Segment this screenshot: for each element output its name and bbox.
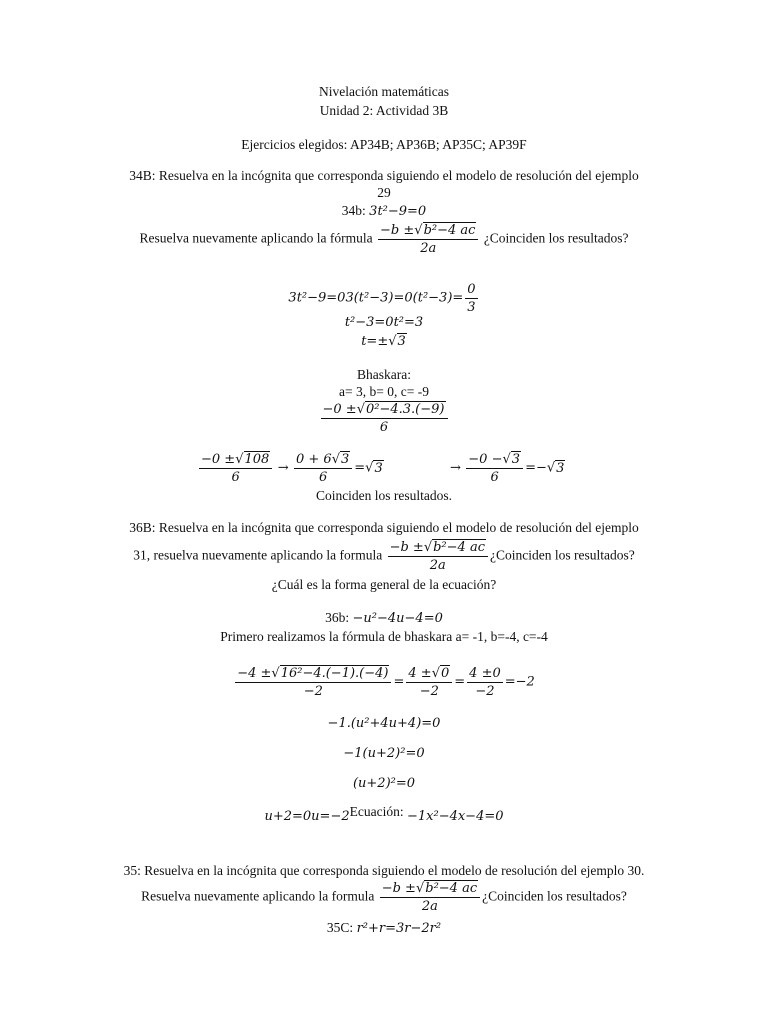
ex36-step3: (u+2)²=0 xyxy=(352,776,416,791)
general-form-equation: −1x²−4x−4=0 xyxy=(406,809,504,824)
ex34-example-number: 29 xyxy=(377,185,391,200)
quadratic-formula: $\frac{\text{−b ±√b²−4 ac}}{2a}$ xyxy=(378,222,478,257)
ex34-instruction-pre: Resuelva nuevamente aplicando la fórmula xyxy=(139,230,373,246)
quadratic-formula: $\frac{\text{−b ±√b²−4 ac}}{2a}$ xyxy=(380,880,480,915)
ex36-instruction-line: 31, resuelva nuevamente aplicando la formula $\frac{\text{−b ±√b²−4 ac}}{2a}$ ¿Coinciden los resultados? xyxy=(133,540,635,573)
bhaskara-formula: $\frac{\text{−0 ±√0²−4.3.(−9)}}{6}$ xyxy=(0,401,768,436)
unit-title: Unidad 2: Actividad 3B xyxy=(319,103,449,118)
ex34-step3: t=±√3 xyxy=(361,334,406,349)
ex34-step2: t²−3=0t²=3 xyxy=(344,315,424,330)
ex34-result-2: → $\frac{-0 -√3}{6}$ =−√3 xyxy=(450,452,565,485)
bhaskara-coefficients: a= 3, b= 0, c= -9 xyxy=(339,384,429,399)
ex34-statement: 34B: Resuelva en la incógnita que corresponda siguiendo el modelo de resolución del ejemplo xyxy=(129,168,639,183)
ex34-result-1: $\frac{-0 \pm√108}{6}$ → $\frac{0 + 6√3}{6}$ =√3 xyxy=(201,452,383,485)
ex34-instruction-post: ¿Coinciden los resultados? xyxy=(483,230,629,246)
ex34-label: 34b: xyxy=(341,203,366,218)
ex36-question: ¿Cuál es la forma general de la ecuación? xyxy=(271,577,497,592)
ex34-equation-line xyxy=(0,203,768,219)
ecuacion-label: Ecuación: xyxy=(349,804,404,819)
ex34-step1-fraction: $\frac{0}{3}$ xyxy=(467,282,476,315)
document-title: Nivelación matemáticas xyxy=(318,84,450,99)
ex36-step2: −1(u+2)²=0 xyxy=(343,746,425,761)
ex34-instruction-line xyxy=(0,222,768,257)
ex35-statement: 35: Resuelva en la incógnita que corresponda siguiendo el modelo de resolución del ejemplo 30. xyxy=(123,863,645,878)
ex35-instruction-line: Resuelva nuevamente aplicando la formula $\frac{\text{−b ±√b²−4 ac}}{2a}$ ¿Coinciden los resultados? xyxy=(141,881,627,914)
ex36-equation-line: 36b: −u²−4u−4=0 xyxy=(325,610,443,626)
ex34-conclusion: Coinciden los resultados. xyxy=(315,488,453,503)
chosen-exercises: Ejercicios elegidos: AP34B; AP36B; AP35C; AP39F xyxy=(241,137,527,152)
ex36-bhaskara-chain: $\frac{\text{−4 ±√16²−4.(−1).(−4)}}{-2}$ = $\frac{4 \pm√0}{-2}$ = $\frac{4 \pm 0}{-2}$ =−2 xyxy=(237,666,535,699)
ex36-intro: Primero realizamos la fórmula de bhaskara a= -1, b=-4, c=-4 xyxy=(220,629,548,644)
ex34-equation: 3t²−9=0 xyxy=(369,204,427,219)
ex35-equation-line: 35C: r²+r=3r−2r² xyxy=(326,920,442,936)
ex36-step4: u+2=0u=−2Ecuación: −1x²−4x−4=0 xyxy=(264,804,504,824)
ex34-step1: 3t²−9=03(t²−3)=0(t²−3)= $\frac{0}{3}$ xyxy=(288,282,476,315)
quadratic-formula: $\frac{\text{−b ±√b²−4 ac}}{2a}$ xyxy=(388,539,488,574)
bhaskara-title: Bhaskara: xyxy=(357,367,411,382)
ex36-statement: 36B: Resuelva en la incógnita que corresponda siguiendo el modelo de resolución del ejemplo xyxy=(129,520,639,535)
ex36-step1: −1.(u²+4u+4)=0 xyxy=(327,716,441,731)
